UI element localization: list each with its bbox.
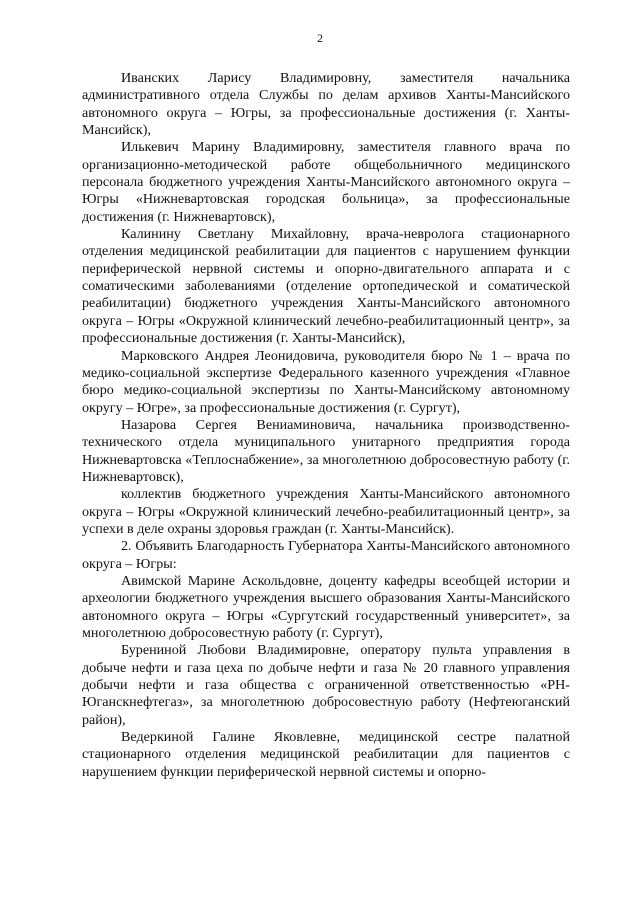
paragraph-markovsky: Марковского Андрея Леонидовича, руководителя бюро № 1 – врача по медико-социальной экспертизе Федерального казенного учреждения «Главное бюро медико-социальной экспертизы по Ханты-Мансийскому автономному округу – Югре», за профессиональные достижения (г. Сургут), bbox=[82, 347, 570, 416]
page-number: 2 bbox=[317, 31, 323, 45]
paragraph-nazarov: Назарова Сергея Вениаминовича, начальника производственно-технического отдела муниципального унитарного предприятия города Нижневартовска «Теплоснабжение», за многолетнюю добросовестную работу (г. Нижневартовск), bbox=[82, 416, 570, 485]
paragraph-ivanskikh: Иванских Ларису Владимировну, заместителя начальника административного отдела Службы по делам архивов Ханты-Мансийского автономного округа – Югры, за профессиональные достижения (г. Ханты-Мансийск), bbox=[82, 70, 570, 139]
paragraph-ilkevich: Илькевич Марину Владимировну, заместителя главного врача по организационно-методической работе общебольничного медицинского персонала бюджетного учреждения Ханты-Мансийского автономного округа – Югры «Нижневартовская городская больница», за профессиональные достижения (г. Нижневартовск), bbox=[82, 139, 570, 225]
paragraph-vederkina: Ведеркиной Галине Яковлевне, медицинской сестре палатной стационарного отделения медицинской реабилитации для пациентов с нарушением функции периферической нервной системы и опорно- bbox=[82, 729, 570, 780]
paragraph-burenina: Бурениной Любови Владимировне, оператору пульта управления в добыче нефти и газа цеха по добыче нефти и газа № 20 главного управления добычи нефти и газа общества с ограниченной ответственностью «РН-Юганскнефтегаз», за многолетнюю добросовестную работу (Нефтеюганский район), bbox=[82, 642, 570, 728]
paragraph-avimskaya: Авимской Марине Аскольдовне, доценту кафедры всеобщей истории и археологии бюджетного учреждения высшего образования Ханты-Мансийского автономного округа – Югры «Сургутский государственный университет», за многолетнюю добросовестную работу (г. Сургут), bbox=[82, 572, 570, 641]
paragraph-collective: коллектив бюджетного учреждения Ханты-Мансийского автономного округа – Югры «Окружной клинический лечебно-реабилитационный центр», за успехи в деле охраны здоровья граждан (г. Ханты-Мансийск). bbox=[82, 486, 570, 537]
document-body bbox=[82, 70, 570, 781]
paragraph-kalinina: Калинину Светлану Михайловну, врача-невролога стационарного отделения медицинской реабилитации для пациентов с нарушением функции периферической нервной системы и опорно-двигательного аппарата и с соматическими заболеваниями (отделение ортопедической и соматической реабилитации) бюджетного учреждения Ханты-Мансийского автономного округа – Югры «Окружной клинический лечебно-реабилитационный центр», за профессиональные достижения (г. Ханты-Мансийск), bbox=[82, 226, 570, 347]
paragraph-section-2: 2. Объявить Благодарность Губернатора Ханты-Мансийского автономного округа – Югры: bbox=[82, 538, 570, 572]
